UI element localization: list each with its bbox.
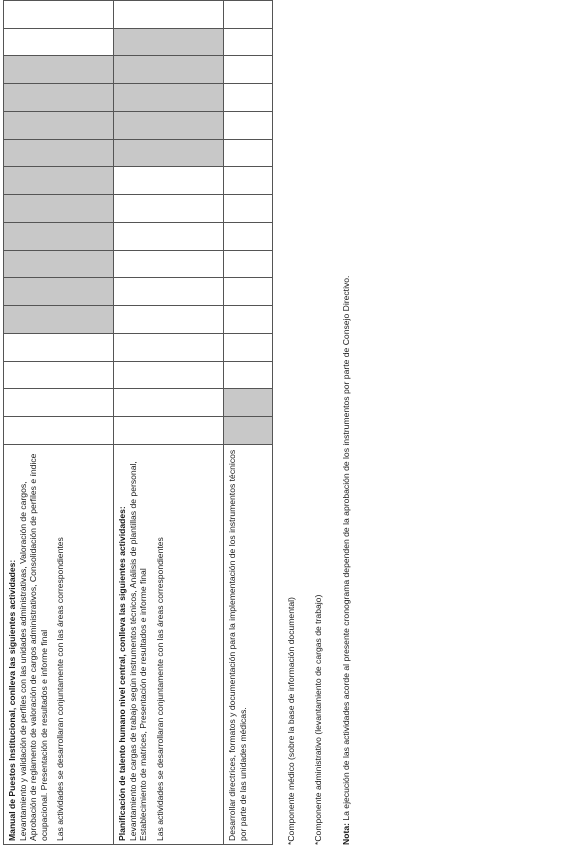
schedule-cell	[4, 223, 114, 251]
schedule-cell	[224, 278, 273, 306]
schedule-cell	[114, 417, 224, 445]
activity-description	[114, 445, 224, 845]
schedule-cell	[4, 417, 114, 445]
schedule-cell	[224, 139, 273, 167]
activity-body: Levantamiento de cargas de trabajo según instrumentos técnicos, Análisis de plantillas de personal, Establecimiento de matrices, Presentación de resultados e informe final	[127, 461, 148, 841]
activity-note: Las actividades se desarrollaran conjuntamente con las áreas correspondientes	[154, 537, 165, 841]
schedule-cell	[224, 112, 273, 140]
schedule-cell	[4, 250, 114, 278]
schedule-cell	[114, 28, 224, 56]
schedule-cell	[114, 139, 224, 167]
schedule-cell	[224, 167, 273, 195]
schedule-cell	[114, 250, 224, 278]
footnote-administrative: *Componente administrativo (levantamiento de cargas de trabajo)	[313, 594, 323, 845]
schedule-table	[3, 0, 273, 845]
schedule-cell	[224, 334, 273, 362]
activity-title: Planificación de talento humano nivel central, conlleva las siguientes actividades:	[117, 506, 127, 841]
schedule-row	[224, 1, 273, 845]
schedule-cell	[224, 417, 273, 445]
activity-title: Manual de Puestos Institucional, conlleva las siguientes actividades:	[7, 559, 17, 841]
schedule-cell	[114, 195, 224, 223]
schedule-cell	[224, 1, 273, 29]
activity-description	[224, 445, 273, 845]
schedule-cell	[114, 112, 224, 140]
schedule-cell	[4, 28, 114, 56]
schedule-cell	[114, 223, 224, 251]
schedule-cell	[114, 1, 224, 29]
schedule-cell	[114, 389, 224, 417]
schedule-cell	[114, 334, 224, 362]
schedule-cell	[4, 389, 114, 417]
schedule-cell	[114, 167, 224, 195]
schedule-cell	[224, 361, 273, 389]
schedule-row	[4, 1, 114, 845]
activity-body: Desarrollar directrices, formatos y documentación para la implementación de los instrumentos técnicos por parte de las unidades médicas.	[227, 449, 248, 841]
schedule-cell	[4, 167, 114, 195]
schedule-cell	[114, 306, 224, 334]
activity-note: Las actividades se desarrollaran conjuntamente con las áreas correspondientes	[55, 537, 65, 841]
schedule-cell	[114, 84, 224, 112]
schedule-cell	[4, 139, 114, 167]
schedule-cell	[114, 56, 224, 84]
schedule-cell	[114, 278, 224, 306]
activity-body: Levantamiento y validación de perfiles con las unidades administrativas, Valoración de cargos, Aprobación de reglamento de valoración de cargos administrativos, Consolidación de perfiles e índice ocupacional. Presentación de resultados e informe final	[17, 453, 49, 841]
schedule-cell	[4, 306, 114, 334]
schedule-cell	[224, 250, 273, 278]
footnote-note	[341, 276, 351, 845]
note-label: Nota:	[341, 823, 351, 845]
note-text: La ejecución de las actividades acorde al presente cronograma dependen de la aprobación de los instrumentos por parte de Consejo Directivo.	[341, 275, 351, 824]
schedule-cell	[4, 84, 114, 112]
schedule-cell	[4, 56, 114, 84]
schedule-cell	[4, 195, 114, 223]
schedule-cell	[224, 223, 273, 251]
schedule-cell	[4, 112, 114, 140]
schedule-cell	[224, 84, 273, 112]
schedule-cell	[114, 361, 224, 389]
schedule-cell	[4, 1, 114, 29]
schedule-cell	[224, 56, 273, 84]
schedule-cell	[224, 389, 273, 417]
schedule-row	[114, 1, 224, 845]
schedule-cell	[224, 28, 273, 56]
schedule-cell	[224, 306, 273, 334]
schedule-cell	[4, 361, 114, 389]
activity-description	[4, 445, 114, 845]
schedule-cell	[224, 195, 273, 223]
schedule-cell	[4, 334, 114, 362]
schedule-cell	[4, 278, 114, 306]
footnote-medical: *Componente médico (sobre la base de información documental)	[286, 597, 296, 845]
